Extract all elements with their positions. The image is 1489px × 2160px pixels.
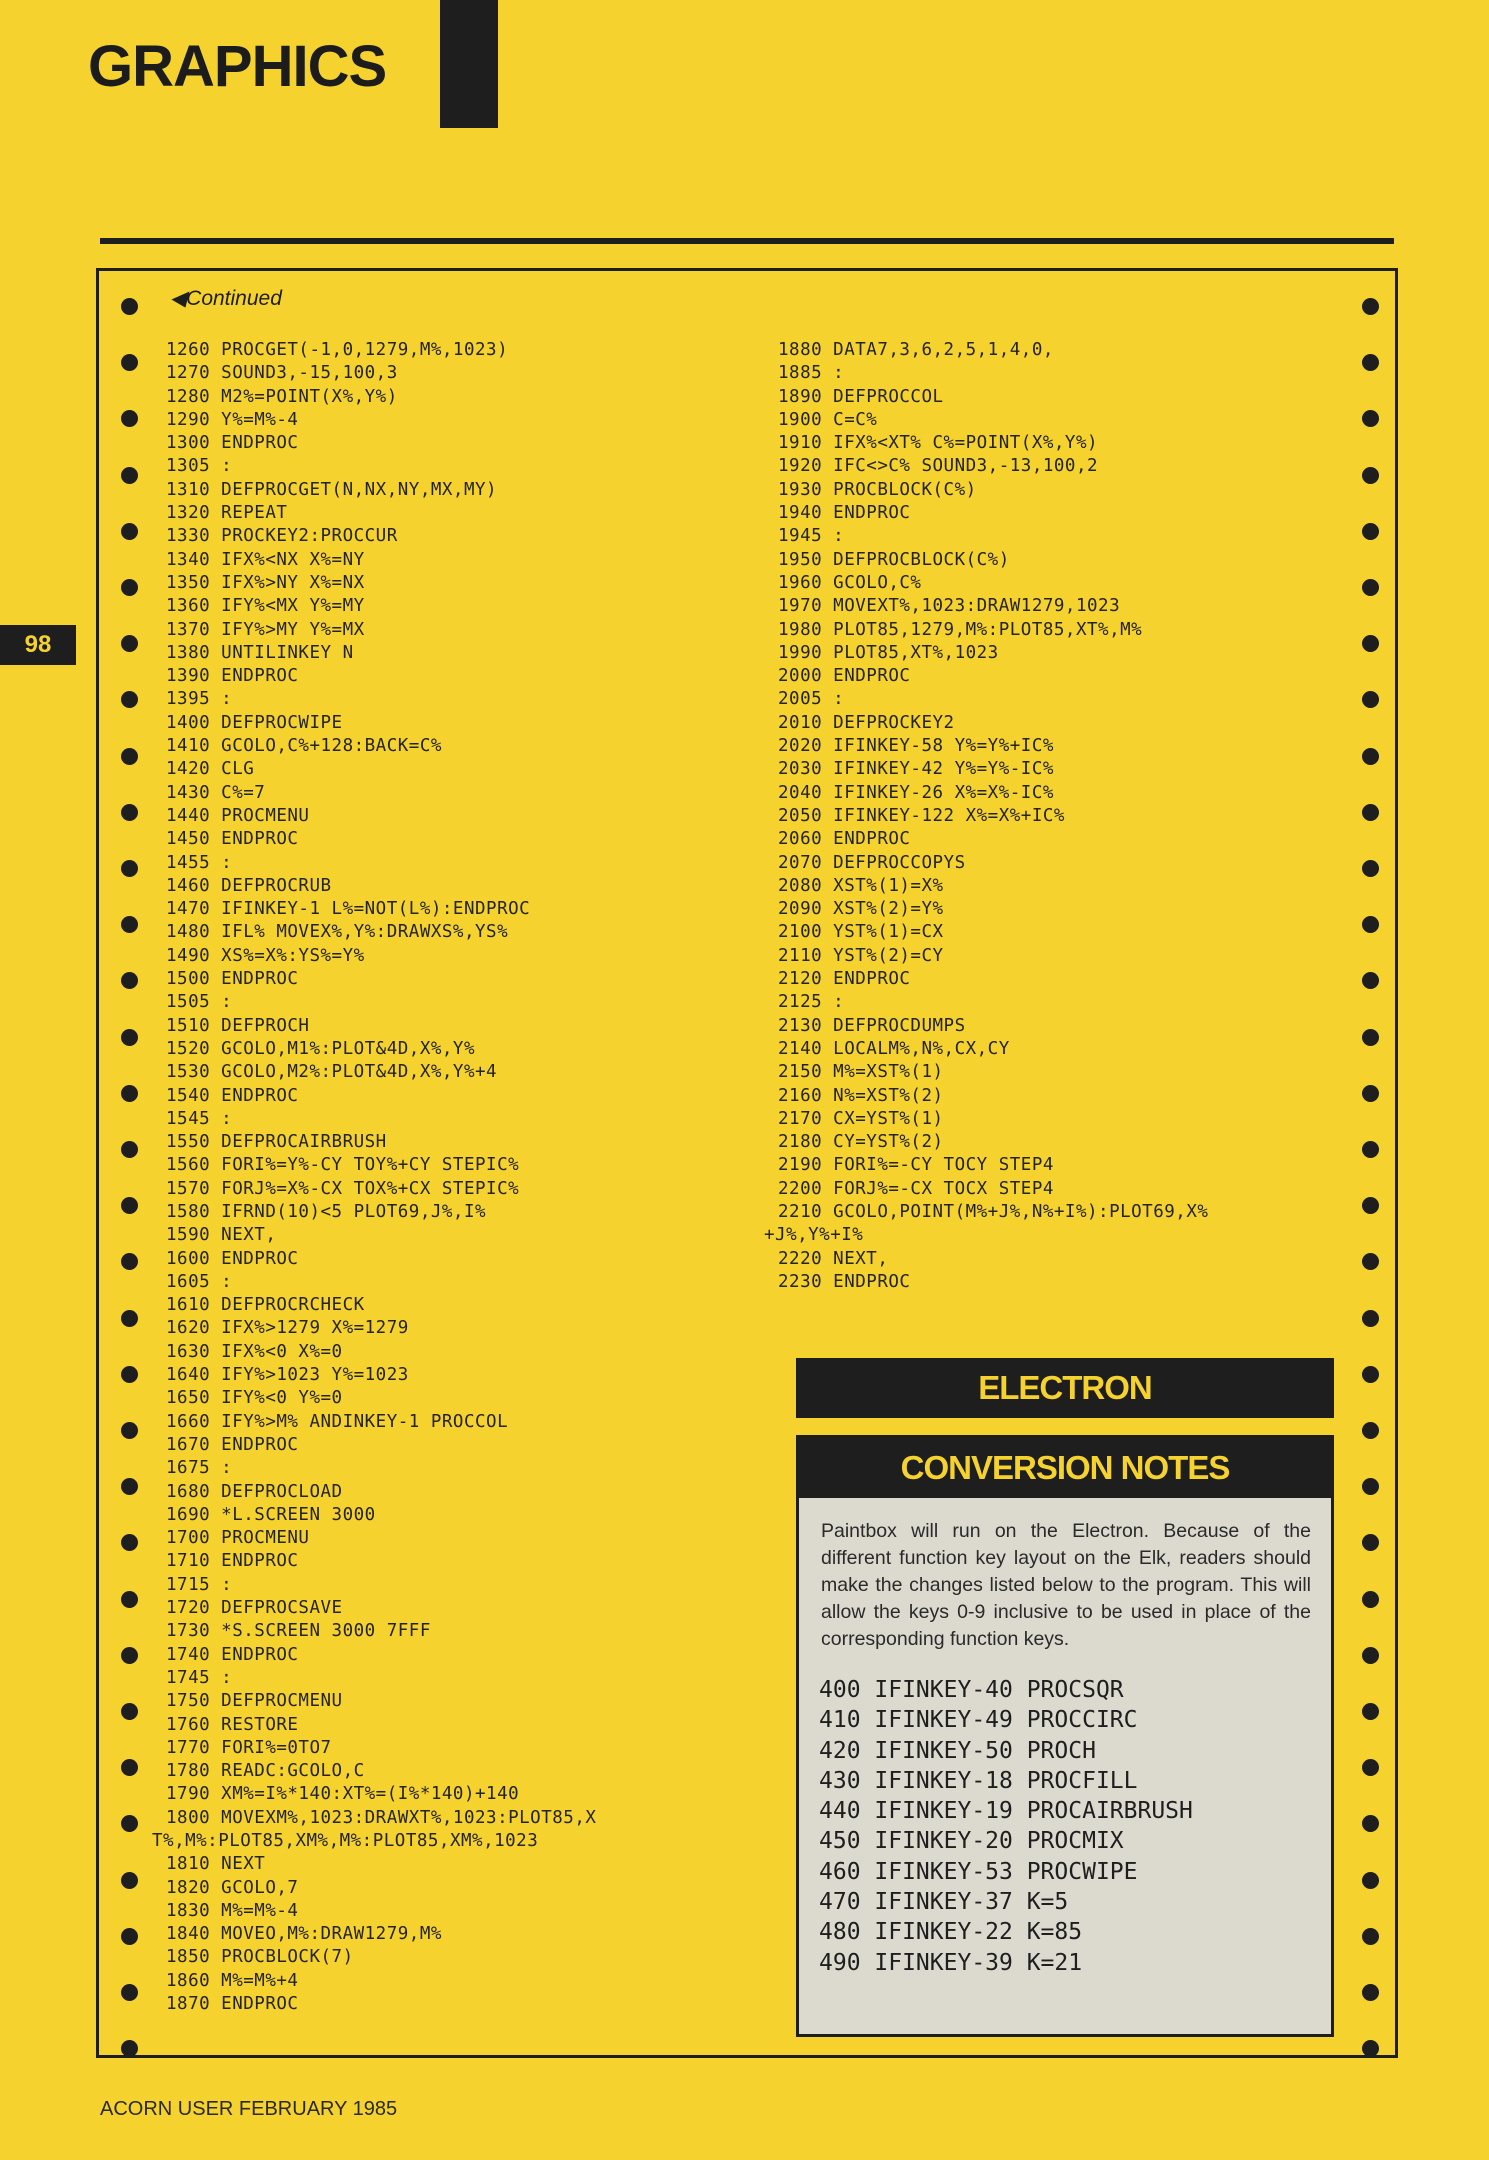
code-line: 1380 UNTILINKEY N	[166, 642, 354, 663]
code-line: 2040 IFINKEY-26 X%=X%-IC%	[778, 782, 1054, 803]
sprocket-hole	[121, 1029, 138, 1046]
code-line: 2110 YST%(2)=CY	[778, 945, 944, 966]
code-line: 490 IFINKEY-39 K=21	[819, 1949, 1083, 1976]
code-line: 2190 FORI%=-CY TOCY STEP4	[778, 1155, 1054, 1176]
code-line: +J%,Y%+I%	[764, 1225, 864, 1246]
code-line: 2020 IFINKEY-58 Y%=Y%+IC%	[778, 736, 1054, 757]
code-line: 2060 ENDPROC	[778, 829, 911, 850]
code-line: 1770 FORI%=0TO7	[166, 1737, 332, 1758]
sprocket-hole	[1362, 1928, 1379, 1945]
code-line: 1675 :	[166, 1458, 233, 1479]
code-line: 2230 ENDPROC	[778, 1271, 911, 1292]
conversion-notes-box	[796, 1435, 1334, 2037]
code-line: 1990 PLOT85,XT%,1023	[778, 642, 999, 663]
code-line: 1510 DEFPROCH	[166, 1015, 310, 1036]
code-line: 1690 *L.SCREEN 3000	[166, 1504, 376, 1525]
code-line: 470 IFINKEY-37 K=5	[819, 1889, 1069, 1916]
code-line: 1920 IFC<>C% SOUND3,-13,100,2	[778, 456, 1099, 477]
code-line: 1420 CLG	[166, 759, 255, 780]
code-line: 1680 DEFPROCLOAD	[166, 1481, 343, 1502]
code-line: 1670 ENDPROC	[166, 1434, 299, 1455]
left-triangle-icon: ◀	[170, 287, 187, 310]
code-line: 1440 PROCMENU	[166, 805, 310, 826]
code-line: 1930 PROCBLOCK(C%)	[778, 479, 977, 500]
code-line: 1780 READC:GCOLO,C	[166, 1761, 365, 1782]
code-line: 1945 :	[778, 526, 845, 547]
code-line: 1970 MOVEXT%,1023:DRAW1279,1023	[778, 596, 1121, 617]
code-line: 420 IFINKEY-50 PROCH	[819, 1737, 1096, 1764]
code-line: 2130 DEFPROCDUMPS	[778, 1015, 966, 1036]
code-line: 1605 :	[166, 1271, 233, 1292]
code-line: 1460 DEFPROCRUB	[166, 875, 332, 896]
code-line: 1560 FORI%=Y%-CY TOY%+CY STEPIC%	[166, 1155, 520, 1176]
code-line: 440 IFINKEY-19 PROCAIRBRUSH	[819, 1798, 1193, 1825]
sprocket-hole	[121, 804, 138, 821]
code-line: 1520 GCOLO,M1%:PLOT&4D,X%,Y%	[166, 1038, 476, 1059]
code-line: 1455 :	[166, 852, 233, 873]
code-line: 1750 DEFPROCMENU	[166, 1691, 343, 1712]
code-line: 1540 ENDPROC	[166, 1085, 299, 1106]
code-line: 1715 :	[166, 1574, 233, 1595]
sprocket-hole	[1362, 467, 1379, 484]
sprocket-hole	[121, 579, 138, 596]
sprocket-hole	[121, 1085, 138, 1102]
code-line: 1900 C=C%	[778, 409, 878, 430]
sprocket-hole	[121, 523, 138, 540]
sprocket-hole	[121, 1872, 138, 1889]
sprocket-hole	[1362, 1647, 1379, 1664]
code-line: 1600 ENDPROC	[166, 1248, 299, 1269]
conversion-code-listing	[819, 1675, 1331, 1978]
code-line: 1650 IFY%<0 Y%=0	[166, 1388, 343, 1409]
title-bar-decoration	[440, 0, 498, 128]
sprocket-hole	[121, 748, 138, 765]
program-listing-right	[764, 339, 1209, 1294]
code-line: 1580 IFRND(10)<5 PLOT69,J%,I%	[166, 1201, 487, 1222]
code-line: 2160 N%=XST%(2)	[778, 1085, 944, 1106]
sprocket-hole	[1362, 1591, 1379, 1608]
code-line: 1330 PROCKEY2:PROCCUR	[166, 526, 398, 547]
code-line: 1280 M2%=POINT(X%,Y%)	[166, 386, 398, 407]
code-line: 1950 DEFPROCBLOCK(C%)	[778, 549, 1010, 570]
code-line: 1305 :	[166, 456, 233, 477]
code-line: 2200 FORJ%=-CX TOCX STEP4	[778, 1178, 1054, 1199]
sprocket-hole	[1362, 1310, 1379, 1327]
code-line: 2000 ENDPROC	[778, 666, 911, 687]
code-line: 2140 LOCALM%,N%,CX,CY	[778, 1038, 1010, 1059]
header-rule	[100, 238, 1394, 244]
code-line: 1720 DEFPROCSAVE	[166, 1598, 343, 1619]
code-line: 1850 PROCBLOCK(7)	[166, 1947, 354, 1968]
code-line: 2120 ENDPROC	[778, 969, 911, 990]
sprocket-hole	[1362, 523, 1379, 540]
code-line: 400 IFINKEY-40 PROCSQR	[819, 1677, 1124, 1703]
code-line: 1790 XM%=I%*140:XT%=(I%*140)+140	[166, 1784, 520, 1805]
code-line: 1840 MOVEO,M%:DRAW1279,M%	[166, 1924, 442, 1945]
code-line: 1490 XS%=X%:YS%=Y%	[166, 945, 365, 966]
code-line: 1340 IFX%<NX X%=NY	[166, 549, 365, 570]
conversion-notes-body: Paintbox will run on the Electron. Because of the different function key layout on the Elk, readers should make the changes listed below to the program. This will allow the keys 0-9 inclusive to be used in place of the corresponding function keys.	[821, 1520, 1311, 1650]
footer-credit: ACORN USER FEBRUARY 1985	[100, 2098, 398, 2120]
code-line: 1740 ENDPROC	[166, 1644, 299, 1665]
code-line: 1480 IFL% MOVEX%,Y%:DRAWXS%,YS%	[166, 922, 509, 943]
code-line: 1400 DEFPROCWIPE	[166, 712, 343, 733]
sprocket-hole	[1362, 1703, 1379, 1720]
conversion-notes-heading: CONVERSION NOTES	[799, 1438, 1331, 1498]
code-line: 1640 IFY%>1023 Y%=1023	[166, 1365, 409, 1386]
code-line: 2180 CY=YST%(2)	[778, 1132, 944, 1153]
sprocket-hole	[121, 1422, 138, 1439]
code-line: 1760 RESTORE	[166, 1714, 299, 1735]
code-line: 1800 MOVEXM%,1023:DRAWXT%,1023:PLOT85,X	[166, 1807, 597, 1828]
code-line: 1590 NEXT,	[166, 1225, 277, 1246]
sprocket-hole	[1362, 804, 1379, 821]
code-line: 1350 IFX%>NY X%=NX	[166, 572, 365, 593]
code-line: 2210 GCOLO,POINT(M%+J%,N%+I%):PLOT69,X%	[778, 1201, 1209, 1222]
code-line: 1610 DEFPROCRCHECK	[166, 1295, 365, 1316]
code-line: 1530 GCOLO,M2%:PLOT&4D,X%,Y%+4	[166, 1062, 498, 1083]
code-line: 1410 GCOLO,C%+128:BACK=C%	[166, 736, 442, 757]
code-line: 1395 :	[166, 689, 233, 710]
code-line: 410 IFINKEY-49 PROCCIRC	[819, 1707, 1138, 1734]
code-line: 1630 IFX%<0 X%=0	[166, 1341, 343, 1362]
sprocket-hole	[121, 1703, 138, 1720]
sprocket-hole	[1362, 1085, 1379, 1102]
sprocket-hole	[1362, 298, 1379, 315]
sprocket-hole	[121, 1141, 138, 1158]
sprocket-hole	[1362, 1422, 1379, 1439]
code-line: 1360 IFY%<MX Y%=MY	[166, 596, 365, 617]
code-line: 1370 IFY%>MY Y%=MX	[166, 619, 365, 640]
code-line: 450 IFINKEY-20 PROCMIX	[819, 1828, 1124, 1855]
page-number: 98	[0, 625, 76, 665]
code-line: 1300 ENDPROC	[166, 433, 299, 454]
code-line: 1260 PROCGET(-1,0,1279,M%,1023)	[166, 340, 509, 360]
code-line: 1890 DEFPROCCOL	[778, 386, 944, 407]
program-listing-left	[152, 339, 597, 2016]
code-line: 2080 XST%(1)=X%	[778, 875, 944, 896]
code-line: 1910 IFX%<XT% C%=POINT(X%,Y%)	[778, 433, 1099, 454]
code-line: T%,M%:PLOT85,XM%,M%:PLOT85,XM%,1023	[152, 1831, 539, 1851]
code-line: 1570 FORJ%=X%-CX TOX%+CX STEPIC%	[166, 1178, 520, 1199]
continued-text: Continued	[186, 287, 282, 310]
code-line: 2005 :	[778, 689, 845, 710]
continued-label	[170, 286, 282, 311]
code-line: 2170 CX=YST%(1)	[778, 1108, 944, 1129]
code-line: 2010 DEFPROCKEY2	[778, 712, 955, 733]
code-line: 1660 IFY%>M% ANDINKEY-1 PROCCOL	[166, 1411, 509, 1432]
code-line: 1980 PLOT85,1279,M%:PLOT85,XT%,M%	[778, 619, 1143, 640]
sprocket-hole	[1362, 748, 1379, 765]
code-line: 2090 XST%(2)=Y%	[778, 899, 944, 920]
code-line: 1620 IFX%>1279 X%=1279	[166, 1318, 409, 1339]
code-line: 1710 ENDPROC	[166, 1551, 299, 1572]
sprocket-hole	[121, 860, 138, 877]
code-line: 1880 DATA7,3,6,2,5,1,4,0,	[778, 340, 1054, 360]
sprocket-hole	[121, 1928, 138, 1945]
code-line: 2125 :	[778, 992, 845, 1013]
sprocket-hole	[121, 1366, 138, 1383]
code-line: 1545 :	[166, 1108, 233, 1129]
section-title: GRAPHICS	[88, 34, 387, 99]
code-line: 1885 :	[778, 363, 845, 384]
sprocket-hole	[1362, 1872, 1379, 1889]
sprocket-hole	[1362, 1984, 1379, 2001]
sprocket-hole	[1362, 1029, 1379, 1046]
sprocket-hole	[121, 1310, 138, 1327]
code-line: 1745 :	[166, 1667, 233, 1688]
code-line: 1860 M%=M%+4	[166, 1970, 299, 1991]
code-line: 1830 M%=M%-4	[166, 1900, 299, 1921]
sprocket-hole	[121, 298, 138, 315]
code-line: 1290 Y%=M%-4	[166, 409, 299, 430]
code-line: 1730 *S.SCREEN 3000 7FFF	[166, 1621, 431, 1642]
code-line: 2030 IFINKEY-42 Y%=Y%-IC%	[778, 759, 1054, 780]
code-line: 1960 GCOLO,C%	[778, 572, 922, 593]
code-line: 2050 IFINKEY-122 X%=X%+IC%	[778, 805, 1065, 826]
code-line: 1390 ENDPROC	[166, 666, 299, 687]
code-line: 1820 GCOLO,7	[166, 1877, 299, 1898]
code-line: 480 IFINKEY-22 K=85	[819, 1919, 1083, 1946]
code-line: 460 IFINKEY-53 PROCWIPE	[819, 1858, 1138, 1885]
code-line: 2220 NEXT,	[778, 1248, 889, 1269]
code-line: 2100 YST%(1)=CX	[778, 922, 944, 943]
code-line: 1500 ENDPROC	[166, 969, 299, 990]
sprocket-hole	[121, 1591, 138, 1608]
sprocket-hole	[121, 1984, 138, 2001]
code-line: 1270 SOUND3,-15,100,3	[166, 363, 398, 384]
code-line: 1470 IFINKEY-1 L%=NOT(L%):ENDPROC	[166, 899, 531, 920]
code-line: 1450 ENDPROC	[166, 829, 299, 850]
code-line: 2150 M%=XST%(1)	[778, 1062, 944, 1083]
code-line: 2070 DEFPROCCOPYS	[778, 852, 966, 873]
sprocket-hole	[1362, 1141, 1379, 1158]
code-line: 1310 DEFPROCGET(N,NX,NY,MX,MY)	[166, 479, 498, 500]
code-line: 1700 PROCMENU	[166, 1528, 310, 1549]
sprocket-hole	[121, 467, 138, 484]
sprocket-hole	[121, 1647, 138, 1664]
electron-heading: ELECTRON	[796, 1358, 1334, 1418]
code-line: 1810 NEXT	[166, 1854, 266, 1875]
code-line: 430 IFINKEY-18 PROCFILL	[819, 1767, 1138, 1794]
code-line: 1550 DEFPROCAIRBRUSH	[166, 1132, 387, 1153]
code-line: 1430 C%=7	[166, 782, 266, 803]
code-line: 1940 ENDPROC	[778, 503, 911, 524]
code-line: 1870 ENDPROC	[166, 1994, 299, 2015]
sprocket-hole	[1362, 860, 1379, 877]
code-line: 1505 :	[166, 992, 233, 1013]
sprocket-hole	[1362, 1366, 1379, 1383]
sprocket-hole	[1362, 579, 1379, 596]
code-line: 1320 REPEAT	[166, 503, 288, 524]
